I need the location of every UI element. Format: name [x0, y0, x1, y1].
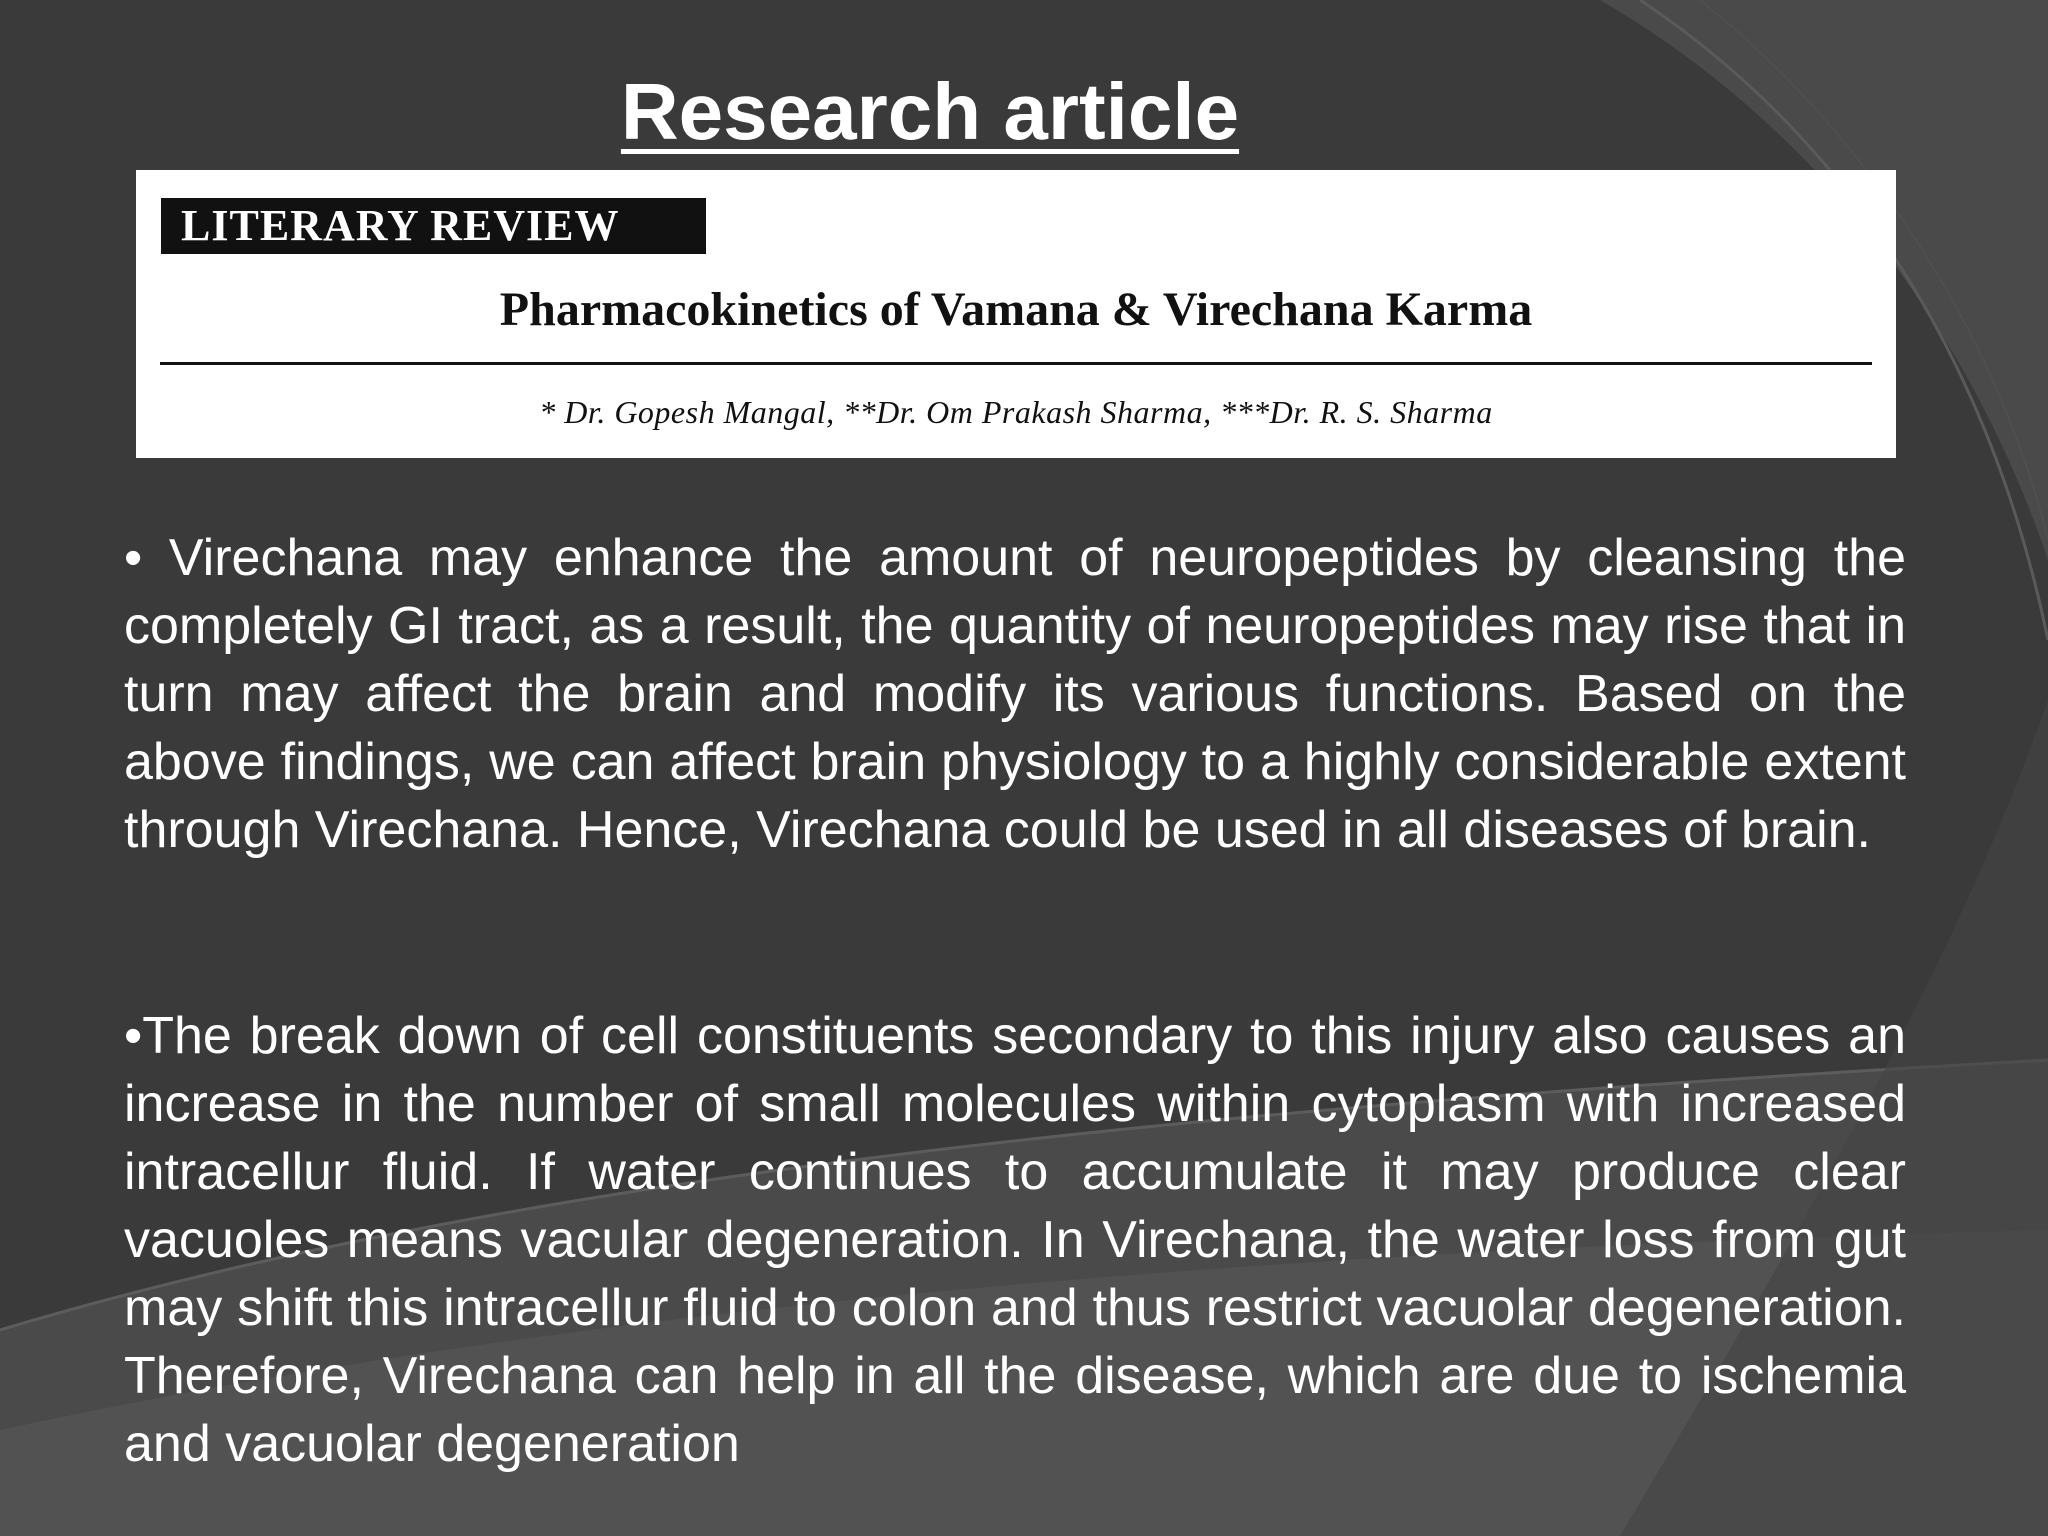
section-tag: LITERARY REVIEW	[161, 198, 706, 254]
slide-title: Research article	[620, 67, 1240, 156]
bullet-paragraph-1: • Virechana may enhance the amount of neuropeptides by cleansing the completely GI tract, as a result, the quantity of neuropeptides may rise that in turn may affect the brain and modify its various functions. Based on the above findings, we can affect brain physiology to a highly considerable extent through Virechana. Hence, Virechana could be used in all diseases of brain.	[124, 529, 1906, 859]
article-header-image	[136, 170, 1896, 458]
article-title: Pharmacokinetics of Vamana & Virechana Karma	[499, 283, 1533, 336]
title-divider	[160, 362, 1872, 365]
article-authors: * Dr. Gopesh Mangal, **Dr. Om Prakash Sharma, ***Dr. R. S. Sharma	[539, 394, 1493, 430]
bullet-paragraph-2: •The break down of cell constituents secondary to this injury also causes an increase in the number of small molecules within cytoplasm with increased intracellur fluid. If water continues to accumulate it may produce clear vacuoles means vacular degeneration. In Virechana, the water loss from gut may shift this intracellur fluid to colon and thus restrict vacuolar degeneration. Therefore, Virechana can help in all the disease, which are due to ischemia and vacuolar degeneration	[124, 1007, 1906, 1473]
